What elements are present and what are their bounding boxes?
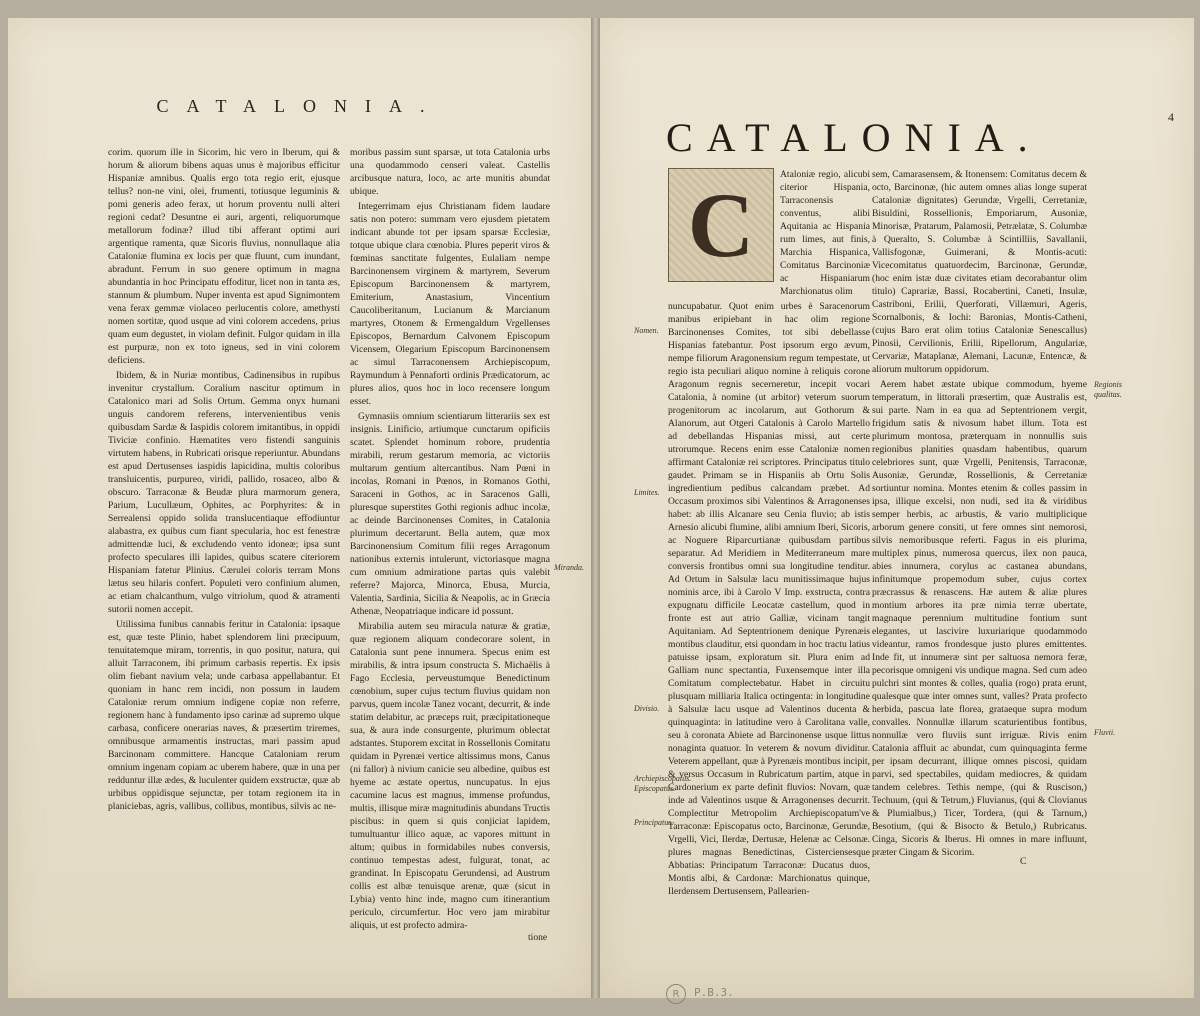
margin-note-archiepiscopatus: Archiepiscopatus. Episcopatus.: [634, 774, 692, 793]
decorated-initial: [668, 168, 774, 282]
paragraph: Aerem habet æstate ubique commodum, hyeme temperatum, in littorali præsertim, quæ Australis est, sui parte. Nam in ea qua ad Septentrionem vergit, frigidum satis & nivosum habet illum. Tota est plurimum montosa, præterquam in nonnullis suis regionibus planities quasdam habentibus, quarum celebriores sunt, quæ Vrgelli, Penitensis, Tarraconæ, Ausoniæ, Gerundæ, Rossellionis, & Cerretaniæ sortiuntur nomina. Montes etenim & colles passim in ipsa, illique excelsi, non nudi, sed ita & viridibus semper herbis, ac arbustis, & vario multiplicique arborum genere consiti, ut fere omnes sint nemorosi, silvis nemoribusque referti. Fagus in eis plurima, multiplex pinus, numerosa quercus, ilex non pauca, abies innumera, corylus ac castanea abundans, infinitumque propemodum suber, cujus cortex præcrassus & renascens. Hæ autem & aliæ plures montium arbores ita præ nimia terræ ubertate, magnaque perennium multitudine fontium sunt elegantes, ut lascivire luxuriarique quodammodo videantur, ramos frondesque justo plures emittentes. Inde fit, ut innumeræ sint per saltuosa nemora feræ, pecorisque omnigeni vis undique magna. Sed cum adeo pulchri sint montes & colles, qualia (rogo) prata erunt, qualesque quæ inter omnes sunt, valles? Prata profecto herbida, pascua late florea, grataeque supra modum convalles. Nonnullæ illarum scaturientibus fontibus, nonnullæ vero fluviis sunt irriguæ. Rivis enim Catalonia affluit ac abundat, cum quinquaginta ferme per ipsam decurrant, illique omnes piscosi, quidam parvi, sed spectabiles, quidam mediocres, & quidam tandem celebres. Tethis nempe, (qui & Ruscison,) Techuum, (qui & Tetrum,) Fluvianus, (qui & Clovianus & Plumialbus,) Ticer, Tordera, (qui & Tarnum,) Besotium, (qui & Bisocto & Betulo,) Rubricatus. Cinga, Sicoris & Iberus. Hi omnes in mare influunt, præter Cingam & Sicorim.: [872, 379, 1087, 858]
margin-note-divisio: Divisio.: [634, 704, 660, 713]
margin-note-principatus: Principatus.: [634, 818, 674, 827]
paragraph: moribus passim sunt sparsæ, ut tota Catalonia urbs una quodammodo censeri valeat. Castellis arcibusque natura, loco, ac arte munitis abundat ubique.: [350, 147, 550, 197]
margin-note-nomen: Nomen.: [634, 326, 659, 335]
paragraph: nuncupabatur. Quot enim urbes è Saracenorum manibus eripiebant in hac olim regione Barcinonenses Comites, tot sibi debellasse Hispanias fatebantur. Post ipsorum ergo ævum, nempe filiorum Aragonensium regum tempestate, ut regio ista peculiari aliquo nomine à reliquis corone Aragonum regnis secerneretur, incepit vocari Catalonia, à nomine (ut arbitor) veterum suorum progenitorum ac incolarum, aut Gothorum & Alanorum, aut Otgeri Catalonis à Carolo Martello ad debellandas Hispanias missi, aut certe utrorumque. Recens enim esse Cataloniæ nomen affirmant Cataloniæ rei scriptores. Principatus titulo gaudet. Primam se in Hispaniis ab Ortu Solis ingredientium pedibus calcandam præbet. Ad Occasum proximos sibi Valentinos & Arragonenses habet: ab illis Alcanare seu Cenia fluvio; ab istis Arnesio alicubi flumine, alibi amnium Iberi, Sicoris, ac Noguere Riparcurtianæ quibusdam partibus separatur. Ad Meridiem in Mediterraneum mare conversis frontibus omni sua longitudine tenditur. Ad Ortum in Salsulæ lacu munitissimaque hujus nominis arce, ibi à Carolo V Imp. exstructa, contra expugnatu difficile Leocatæ castellum, quod in fronte est aut atrio Galliæ, vicinam tangit Aquitaniam. Ad Septentrionem denique Pyrenæis montibus clauditur, etsi quondam in hoc tractu latius patuisse ipsam, exploratum sit. Plura enim ad Galliam nunc spectantia, Fuxensemque inter illa Comitatum complectebatur. Habet in circuitu plusquam milliaria Italica octingenta: in longitudine à Salsulæ lacu usque ad Valentinos ducenta & quinquaginta: in latitudine vero à Carolitana valle, seu à coronata Abiete ad Barcinonense usque littus nonaginta quatuor. In veterem & novum dividitur. Veterem appellant, quæ à Pyrenæis montibus incipit, & versus Occasum in Rubricatum partim, atque in Cardonerium ex parte definit fluvios: Novam, quæ inde ad Valentinos usque & Arragonenses decurrit. Complectitur Metropolim Archiepiscopatum've Tarraconæ: Episcopatus octo, Barcinonæ, Gerundæ, Vrgelli, Vici, Ilerdæ, Dertusæ, Helenæ ac Celsonæ. plures magnas Benedictinas, Cisterciensesque Abbatias: Principatum Tarraconæ: Ducatus duos, Montis albi, & Cardonæ: Marchionatus quinque, Ilerdensem Dertusensem, Pallearien-: [668, 301, 870, 897]
signature-mark: C: [1020, 856, 1027, 867]
page-title: CATALONIA.: [666, 115, 1042, 160]
bottom-pencil-stamp: P.B.3.: [694, 986, 734, 999]
paragraph: corim. quorum ille in Sicorim, hic vero in Iberum, qui & horum & aliorum bibens aquas unus è majoribus efficitur Hispaniæ amnibus. Qualis ergo tota regio erit, ejusque tellus? non-ne vini, olei, frumenti, totiusque leguminis & pomi generis adeo ferax, ut horum proventu nulli alteri regioni cedat? Desuntne ei auri, argenti, reliquorumque metallorum fodinæ? illud tibi afferant optimi auri argentique ramenta, quæ Sicoris fluvius, nonnullaque alia Cataloniæ flumina ex locis per quæ fluunt, cum inundant, abradunt. Ferrum in suo genere optimum in magna abundantia in hoc Principatu effoditur, licet non in tanta æs, stannum & plumbum. Nuper inventa est apud Signimontem vena ferax gemmæ violaceo perlucentis colore, amethysti nomen sortitæ, quod usque ad vini colorem accedens, prius quam eum degustet, in violam definit. Fulgor quidam in illa est purpuræ, non ex toto igneus, sed in vini colorem deficiens.: [108, 147, 340, 366]
running-head: CATALONIA.: [156, 96, 443, 116]
paragraph: Mirabilia autem seu miracula naturæ & gratiæ, quæ regionem aliquam condecorare solent, in Catalonia sunt pene innumera. Specus enim est mirabilis, & intra ipsum constructa S. Michaëlis à Fago Ecclesia, perveustumque Benedictinum cœnobium, super cujus tectum fluvius quidam non parvus, quem incolæ Tanez vocant, decurrit, & inde statim delabitur, ac præceps ruit, præcipitationeque sua, & aura inde consurgente, plurimum oblectat adstantes. Stuporem excitat in Rossellonis Comitatu quidam in Pyrenæi vertice altissimus mons, Canus (ni fallor) à nivium canicie seu albedine, quibus est hyeme ac æstate opertus, nuncupatus. In ejus cacumine lacus est magnus, immense profundus, multis, illisque miræ magnitudinis abundans Tructis piscibus: in quem si quis conjiciat lapidem, tumultuantur illico aquæ, ac vapores mittunt in altum; quibus in formidabiles nubes conversis, continuo tempestas adest, fulgurat, tonat, ac grandinat. In Episcopatu Gerundensi, ad Austrum collis est albæ tenuisque arenæ, quæ (sicut in Lybia) vento hinc inde, magno cum itinerantium periculo, circumfertur. Hoc vero jam mirabitur aliquis, ut est profecto admira-: [350, 621, 550, 931]
margin-note-fluvii: Fluvii.: [1094, 728, 1116, 737]
paragraph: sem, Camarasensem, & Itonensem: Comitatus decem & octo, Barcinonæ, (hic autem omnes alias longe superat Cataloniæ dignitates) Gerundæ, Vrgelli, Cerretaniæ, Bisuldini, Rossellionis, Emporiarum, Ausoniæ, Minorisæ, Pratarum, Palamosii, Petrælatæ, S. Columbæ à Queralto, S. Columbæ à Scintilliis, Savallanii, Vallisfogonæ, Guimerani, & Montis-acuti: Vicecomitatus quatuordecim, Barcinonæ, Gerundæ, (hoc enim istæ duæ civitates etiam decorabantur olim titulo) Caprariæ, Bassi, Rocabertini, Caneti, Insulæ, Castriboni, Erilii, Querforati, Villæmuri, Ageris, Scornalbonis, & Iochi: Baronias, Montis-Catheni, (cujus Baro erat olim totius Cataloniæ Senescallus) Pinosii, Cervilionis, Erilii, Ripellorum, Angulariæ, Cervariæ, Mataplanæ, Alemani, Lacunæ, Entencæ, & aliorum multorum oppidorum.: [872, 169, 1087, 375]
paragraph: Ibidem, & in Nuriæ montibus, Cadinensibus in rupibus invenitur crystallum. Coralium nascitur optimum in Catalonico mari ad Solis Ortum. Gemma onyx humani unguis candorem referens, intervenientibus venis quibusdam Sardæ & Iaspidis colorem imitantibus, in oppidi Tiviciæ confinio. Hæmatites vero fistendi sanguinis virtutem habens, in Rubricati orisque reperiuntur. Abundans est apud Dertusenses iaspidis lapicidina, multis coloribus transluicentis, purpureo, viridi, pallido, rosaceo, albo & obscuro. Tarraconæ & Beudæ plura marmorum genera, Parium, Lucullæum, Ophites, ac Porphyrites: & in Serrealensi oppido solida translucentiaque effodiuntur alabastra, ex quibus cum fiant specularia, hoc est fenestræ admittendæ luci, & excludendo vento idoneæ; ipsa sunt profecto speculares illi lapides, quibus scatere citeriorem Hispaniam fatetur Plinius. Cærulei coloris terram Mons lætus seu hilaris confert. Populeti vero confinium alumen, ac etiam chalcanthum, vulgo vitriolum, quod & atramenti sutorii nomen accepit.: [108, 370, 340, 615]
left-page-column-a: [108, 146, 340, 926]
page-number: 4: [1168, 110, 1174, 124]
margin-note-regionis-qualitas: Regionis qualitas.: [1094, 380, 1122, 399]
book-gutter: [591, 18, 600, 998]
left-page: [8, 18, 591, 998]
paragraph: Utilissima funibus cannabis feritur in Catalonia: ipsaque est, quæ teste Plinio, habet splendorem lini præcipuum, tenuitatemque miram, torrentis, in quo positur, natura, qui alluit Tarraconem, ibi primum carbasis repertis. Ex ipsis olim fiebant navium vela; unde carbasa appellabantur. Et quoniam in hanc rem incidi, non possum in laudem Cataloniæ rerum omnium indigene copiæ non referre, regionem hanc à fundamento ipso carinæ ad supremo ulque carbasa, conficere onerarias naves, & præsertim triremes, omnibusque armamentis instructas, mari passim apud Barcinonam committere. Hancque Cataloniam rerum omnium ingenam copiam ac uberem habere, quæ in una per redduntur illæ ædes, & luculenter quidem exstructæ, quæ ab urbibus oppidisque sejunctæ, per totam regionem ita in planiciebas, agris, vallibus, collibus, montibus, silvis ac ne-: [108, 619, 340, 812]
margin-note-miranda: Miranda.: [554, 563, 584, 572]
right-page-column-b: [872, 168, 1087, 873]
paragraph: Integerrimam ejus Christianam fidem laudare satis non potero: summam vero ejusdem pietatem indicant abunde tot per ipsam sparsæ Ecclesiæ, totque ubique clara cœnobia. Plures peperit viros & fœminas sanctitate fulgentes, Eulaliam nempe Barcinonensem virginem & martyrem, Severum Episcopum Barcinonensem & martyrem, Emiterium, Anastasium, Vincentium Caucoliberitanum, Lucianum & Marcianum martyres, Otonem & Ermengaldum Vrgellenses Episcopos, Bernardum Calvonem Episcopum Vicensem, Olegarium Episcopum Barcinonensem ac simul Tarraconensem Archiepiscopum, Raymundum à Pennaforti ordinis Prædicatorum, ac plures alios, quos hoc in loco recensere longum esset.: [350, 201, 550, 407]
circled-r-stamp: R: [666, 984, 686, 1004]
initial-letter: C: [687, 173, 755, 276]
paragraph: Gymnasiis omnium scientiarum litterariis sex est insignis. Linificio, artiumque cunctarum opificiis scatet. Splendet hominum robore, prudentia mirabili, rerum gestarum memoria, ac victoriis multarum gentium altercantibus. Nam Pœni in incolas, Romani in Pœnos, in Romanos Gothi, Saraceni in Gothos, ac in Saracenos Galli, pluresque superstites Gothi regionis adhuc incolæ, ac deinde Barcinonenses Comites, in Catalonia plurimum decertarunt. Bella autem, quæ mox Barcinonensium Comitum filii reges Arragonum nationibus externis intulerunt, victoriasque magna cum omnium admiratione partas quis valebit referre? Majorca, Minorca, Ebusa, Murcia, Valentia, Sardinia, Sicilia & Neapolis, ac in Græcia Athenæ, Neopatriaque indicare id possunt.: [350, 411, 550, 617]
catchword: tione: [528, 932, 548, 943]
right-page-column-a: [668, 168, 870, 897]
margin-note-limites: Limites.: [634, 488, 660, 497]
left-page-column-b: [350, 146, 550, 931]
right-page: [600, 18, 1194, 998]
paragraph: Ataloniæ regio, alicubi citerior Hispania, Tarraconensis conventus, alibi Aquitania ac Hispania rum limes, aut finis, Marchia Hispanica, Comitatus Barcinoniæ ac Hispaniarum Marchionatus olim: [780, 169, 870, 297]
